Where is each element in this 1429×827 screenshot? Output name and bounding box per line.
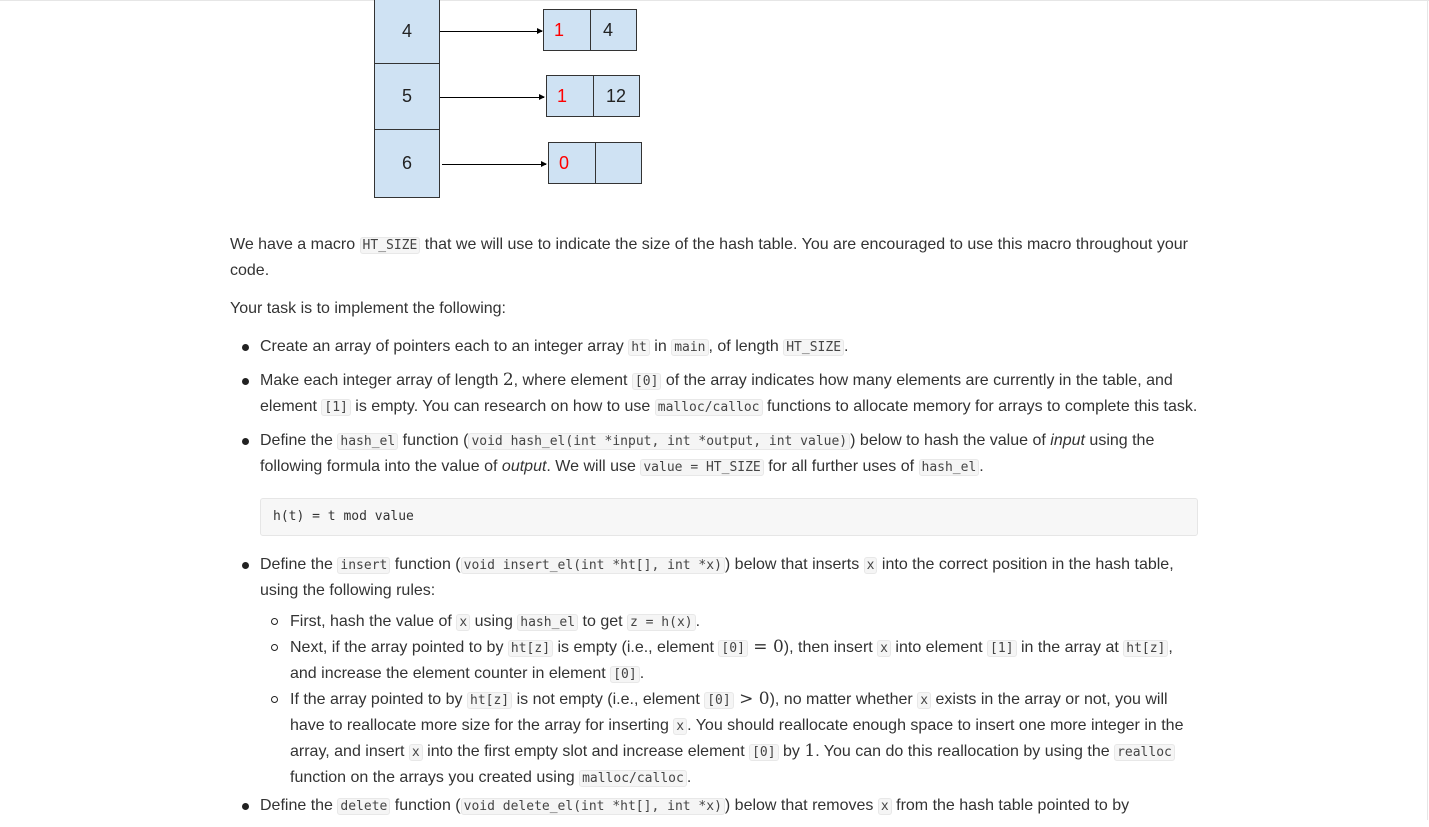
right-border bbox=[1427, 0, 1428, 820]
inline-code: [0] bbox=[610, 666, 639, 683]
inline-code: z = h(x) bbox=[627, 614, 696, 631]
inline-code: ht[z] bbox=[1123, 640, 1168, 657]
bucket-count: 1 bbox=[557, 85, 568, 106]
inline-code: hash_el bbox=[517, 614, 578, 631]
inline-code: [0] bbox=[704, 692, 733, 709]
table-slot: 5 bbox=[374, 63, 440, 130]
code-block: h(t) = t mod value bbox=[260, 498, 1198, 536]
list-item: Define the delete function ( void delete_el(int *ht[], int *x) ) below that removes x from the hash table pointed to by bbox=[260, 793, 1198, 819]
math: 2 bbox=[502, 370, 514, 390]
bucket-array bbox=[546, 75, 640, 117]
list-item: Define the hash_el function ( void hash_el(int *input, int *output, int value) ) below to hash the value of input using the following formula into the value of output. We will use value = HT_SIZE for all further uses of hash_el . h(t) = t mod value bbox=[260, 428, 1198, 536]
assignment-text bbox=[230, 232, 1198, 827]
pointer-arrow bbox=[440, 31, 542, 32]
bucket-value: 4 bbox=[590, 10, 636, 50]
inline-code: HT_SIZE bbox=[360, 237, 421, 254]
sub-list-item: First, hash the value of x using hash_el to get z = h(x) . bbox=[290, 609, 1198, 635]
inline-code: [1] bbox=[987, 640, 1016, 657]
bucket-count: 0 bbox=[559, 152, 570, 173]
inline-code: x bbox=[917, 692, 931, 709]
inline-code: ht[z] bbox=[508, 640, 553, 657]
sub-list-item: If the array pointed to by ht[z] is not empty (i.e., element [0] > 0), no matter whether x exists in the array or not, you will have to reallocate more size for the array for inserting x . You should reallocate enough space to insert one more integer in the array, and insert x into the first empty slot and increase element [0] by 1. You can do this reallocation by using the realloc function on the arrays you created using malloc/calloc . bbox=[290, 687, 1198, 791]
table-slot: 4 bbox=[374, 0, 440, 64]
inline-code: malloc/calloc bbox=[655, 399, 763, 416]
table-slot: 6 bbox=[374, 129, 440, 198]
inline-code: ht[z] bbox=[467, 692, 512, 709]
inline-code: x bbox=[673, 718, 687, 735]
hash-table-diagram bbox=[0, 0, 700, 210]
inline-code: main bbox=[671, 339, 708, 356]
inline-code: insert bbox=[337, 557, 390, 574]
inline-code: realloc bbox=[1114, 744, 1175, 761]
insert-rules-list bbox=[260, 609, 1198, 791]
inline-code: [0] bbox=[718, 640, 747, 657]
inline-code: hash_el bbox=[919, 459, 980, 476]
math: 1 bbox=[804, 741, 816, 761]
inline-code: delete bbox=[337, 798, 390, 815]
list-item: Make each integer array of length 2, where element [0] of the array indicates how many elements are currently in the table, and element [1] is empty. You can research on how to use malloc/calloc functions to allocate memory for arrays to complete this task. bbox=[260, 368, 1198, 420]
bucket-array bbox=[548, 142, 642, 184]
bucket-value bbox=[595, 143, 641, 183]
sub-list-item: Next, if the array pointed to by ht[z] is empty (i.e., element [0] = 0), then insert x into element [1] in the array at ht[z] , and increase the element counter in element [0] . bbox=[290, 635, 1198, 687]
inline-code: malloc/calloc bbox=[579, 770, 687, 787]
bucket-value: 12 bbox=[593, 76, 639, 116]
inline-code: void delete_el(int *ht[], int *x) bbox=[461, 798, 725, 815]
inline-code: value = HT_SIZE bbox=[640, 459, 763, 476]
inline-code: x bbox=[877, 640, 891, 657]
task-list bbox=[230, 334, 1198, 819]
pointer-arrow bbox=[442, 164, 546, 165]
inline-code: x bbox=[456, 614, 470, 631]
inline-code: hash_el bbox=[337, 433, 398, 450]
inline-code: HT_SIZE bbox=[783, 339, 844, 356]
task-heading: Your task is to implement the following: bbox=[230, 300, 506, 317]
inline-code: [0] bbox=[632, 373, 661, 390]
inline-code: void hash_el(int *input, int *output, int value) bbox=[468, 433, 850, 450]
inline-code: x bbox=[864, 557, 878, 574]
list-item: Define the insert function ( void insert_el(int *ht[], int *x) ) below that inserts x into the correct position in the hash table, using the following rules: First, hash the value of x using hash_el to get z = h(x) . Next, if the array pointed to by ht[z] is empty (i.e., element [0] = 0), then insert x into element [1] in the array at ht[z] , and increase the element counter in element [0] . If the array pointed to by ht[z] is not empty (i.e., element [0] > 0), no matter whether x exists in the array or not, you will have to reallocate more size for the array for inserting x . You should reallocate enough space to insert one more integer in the array, and insert x into the first empty slot and increase element [0] by 1. You can do this reallocation by using the realloc function on the arrays you created using malloc/calloc . bbox=[260, 552, 1198, 791]
bucket-array bbox=[543, 9, 637, 51]
inline-code: x bbox=[409, 744, 423, 761]
inline-code: [1] bbox=[321, 399, 350, 416]
math: = 0 bbox=[747, 637, 784, 657]
math: > 0 bbox=[733, 689, 770, 709]
bucket-count: 1 bbox=[554, 19, 565, 40]
pointer-arrow bbox=[440, 97, 544, 98]
inline-code: [0] bbox=[749, 744, 778, 761]
inline-code: ht bbox=[628, 339, 650, 356]
intro-paragraph: We have a macro HT_SIZE that we will use to indicate the size of the hash table. You are encouraged to use this macro throughout your code. bbox=[230, 236, 1188, 279]
list-item: Create an array of pointers each to an integer array ht in main , of length HT_SIZE . bbox=[260, 334, 1198, 360]
inline-code: void insert_el(int *ht[], int *x) bbox=[461, 557, 725, 574]
inline-code: x bbox=[878, 798, 892, 815]
